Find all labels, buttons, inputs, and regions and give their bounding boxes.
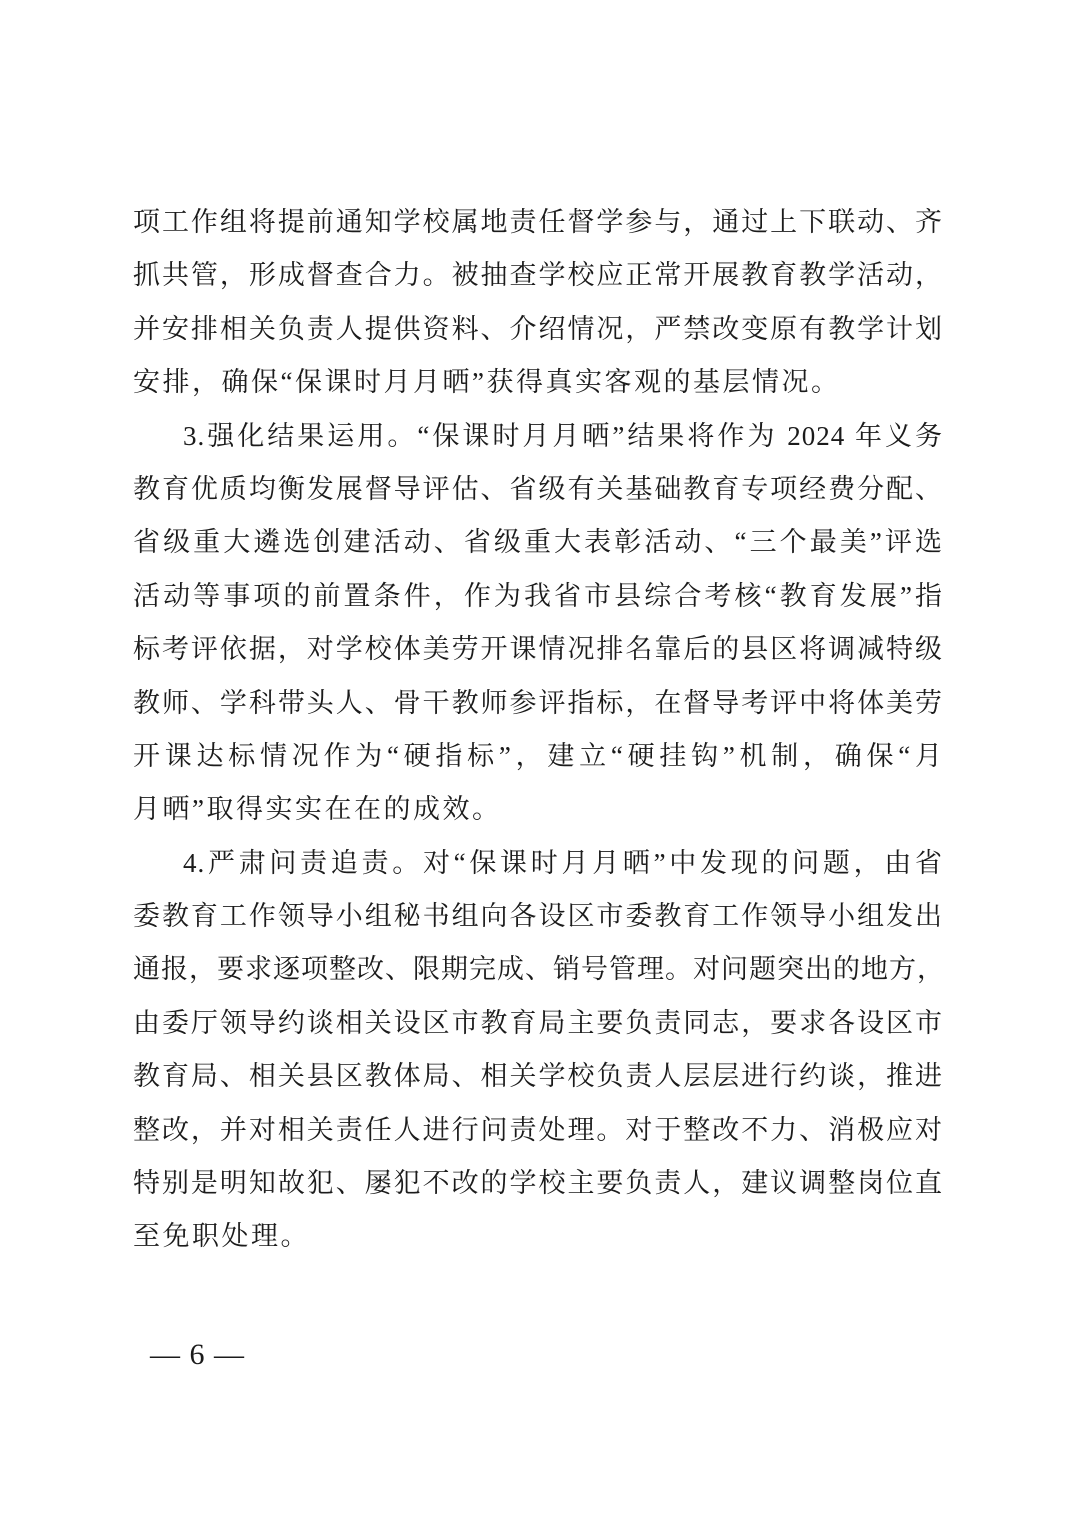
text-line: 省级重大遴选创建活动、省级重大表彰活动、“三个最美”评选	[133, 527, 943, 558]
text-line: 开课达标情况作为“硬指标”，建立“硬挂钩”机制，确保“月	[133, 740, 943, 771]
document-body	[133, 196, 943, 1264]
text-line: 3.强化结果运用。“保课时月月晒”结果将作为 2024 年义务	[183, 420, 943, 451]
text-line: 项工作组将提前通知学校属地责任督学参与，通过上下联动、齐	[133, 207, 943, 237]
text-line: 教育优质均衡发展督导评估、省级有关基础教育专项经费分配、	[133, 473, 943, 504]
text-line: 4.严肃问责追责。对“保课时月月晒”中发现的问题，由省	[183, 847, 943, 878]
text-line: 教育局、相关县区教体局、相关学校负责人层层进行约谈，推进	[133, 1061, 943, 1092]
text-line: 由委厅领导约谈相关设区市教育局主要负责同志，要求各设区市	[133, 1007, 943, 1038]
text-line: 安排，确保“保课时月月晒”获得真实客观的基层情况。	[133, 367, 841, 398]
text-line: 整改，并对相关责任人进行问责处理。对于整改不力、消极应对	[133, 1114, 943, 1145]
text-line: 抓共管，形成督查合力。被抽查学校应正常开展教育教学活动，	[133, 260, 943, 291]
text-line: 教师、学科带头人、骨干教师参评指标，在督导考评中将体美劳	[133, 687, 943, 718]
text-line: 委教育工作领导小组秘书组向各设区市委教育工作领导小组发出	[133, 901, 943, 932]
text-line: 标考评依据，对学校体美劳开课情况排名靠后的县区将调减特级	[133, 634, 943, 665]
text-line: 特别是明知故犯、屡犯不改的学校主要负责人，建议调整岗位直	[133, 1168, 943, 1199]
text-line: 月晒”取得实实在在的成效。	[133, 794, 502, 825]
text-line: 并安排相关负责人提供资料、介绍情况，严禁改变原有教学计划	[133, 313, 943, 344]
text-line: 通报，要求逐项整改、限期完成、销号管理。对问题突出的地方，	[133, 954, 945, 985]
text-line: 至免职处理。	[133, 1221, 310, 1252]
page-number: — 6 —	[150, 1338, 245, 1371]
text-line: 活动等事项的前置条件，作为我省市县综合考核“教育发展”指	[133, 580, 943, 611]
